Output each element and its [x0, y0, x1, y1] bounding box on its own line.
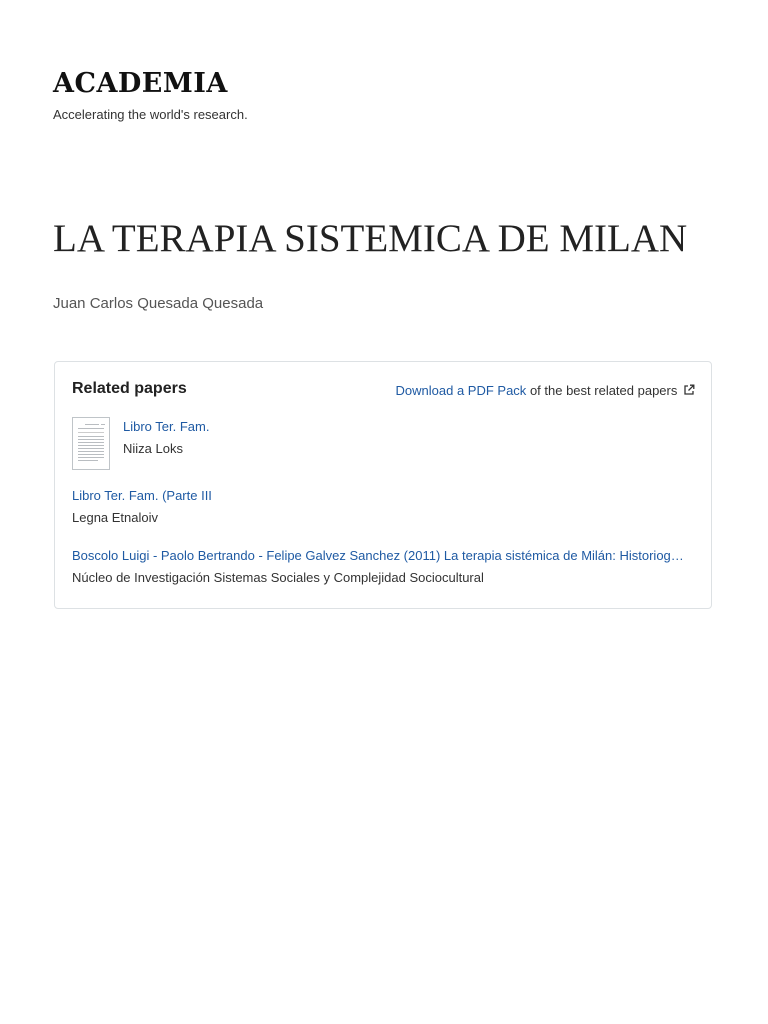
related-paper-item — [72, 487, 696, 527]
document-thumbnail-icon[interactable] — [72, 417, 110, 470]
related-paper-title-link[interactable]: Libro Ter. Fam. (Parte III — [72, 488, 212, 503]
related-paper-author: Núcleo de Investigación Sistemas Sociales y Complejidad Sociocultural — [72, 570, 484, 585]
academia-logo[interactable]: ACADEMIA — [53, 68, 228, 99]
download-pdf-pack-line — [396, 382, 695, 401]
download-pdf-pack-suffix: of the best related papers — [529, 383, 678, 398]
related-paper-title-link[interactable]: Boscolo Luigi - Paolo Bertrando - Felipe Galvez Sanchez (2011) La terapia sistémica de Milán: Historiog… — [72, 548, 684, 563]
related-paper-title-link[interactable]: Libro Ter. Fam. — [123, 419, 210, 434]
related-papers-heading: Related papers — [72, 380, 187, 397]
related-paper-item — [123, 418, 693, 458]
related-paper-author: Niiza Loks — [123, 441, 183, 456]
related-paper-author: Legna Etnaloiv — [72, 510, 159, 525]
related-papers-box — [54, 361, 712, 609]
download-pdf-pack-link[interactable]: Download a PDF Pack — [395, 383, 527, 398]
related-paper-item — [72, 547, 696, 587]
tagline: Accelerating the world's research. — [53, 107, 248, 122]
document-author: Juan Carlos Quesada Quesada — [53, 295, 264, 312]
external-link-icon[interactable] — [683, 383, 695, 401]
document-title: LA TERAPIA SISTEMICA DE MILAN — [53, 217, 688, 260]
